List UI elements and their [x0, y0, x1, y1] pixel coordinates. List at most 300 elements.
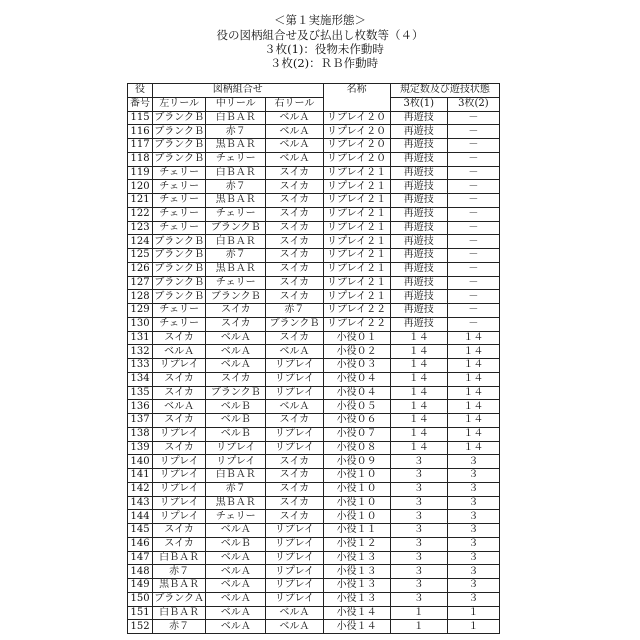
cell-name: リプレイ２０ [323, 125, 390, 139]
cell-payout-1: １ [390, 620, 447, 634]
header-middle-reel: 中リール [206, 97, 266, 111]
cell-payout-1: 再遊技 [390, 166, 447, 180]
cell-payout-1: 再遊技 [390, 207, 447, 221]
header-payout-1: 3枚(1) [390, 97, 447, 111]
cell-middle-reel: ベルＡ [206, 620, 266, 634]
cell-number: 128 [128, 290, 153, 304]
table-row [128, 139, 500, 153]
cell-left-reel: チェリー [153, 221, 206, 235]
cell-middle-reel: リプレイ [206, 455, 266, 469]
table-row [128, 359, 500, 373]
cell-number: 150 [128, 592, 153, 606]
cell-number: 137 [128, 414, 153, 428]
cell-middle-reel: チェリー [206, 510, 266, 524]
cell-payout-1: 再遊技 [390, 304, 447, 318]
cell-payout-2: １４ [447, 427, 499, 441]
cell-left-reel: 白ＢＡＲ [153, 606, 206, 620]
cell-payout-2: － [447, 125, 499, 139]
cell-right-reel: スイカ [266, 180, 323, 194]
cell-middle-reel: ベルＢ [206, 400, 266, 414]
cell-right-reel: スイカ [266, 207, 323, 221]
cell-name: リプレイ２１ [323, 207, 390, 221]
cell-name: リプレイ２１ [323, 249, 390, 263]
cell-payout-2: １４ [447, 441, 499, 455]
cell-number: 116 [128, 125, 153, 139]
cell-left-reel: チェリー [153, 180, 206, 194]
cell-name: 小役０７ [323, 427, 390, 441]
cell-payout-1: ３ [390, 592, 447, 606]
cell-payout-2: １４ [447, 386, 499, 400]
cell-middle-reel: ベルＡ [206, 359, 266, 373]
cell-name: 小役１０ [323, 510, 390, 524]
cell-name: リプレイ２１ [323, 194, 390, 208]
cell-middle-reel: リプレイ [206, 441, 266, 455]
cell-payout-2: ３ [447, 455, 499, 469]
header-payout: 規定数及び遊技状態 [390, 84, 499, 98]
cell-number: 145 [128, 524, 153, 538]
cell-middle-reel: 白ＢＡＲ [206, 469, 266, 483]
cell-left-reel: チェリー [153, 304, 206, 318]
cell-payout-1: １４ [390, 372, 447, 386]
cell-middle-reel: ベルＡ [206, 579, 266, 593]
cell-middle-reel: ベルＡ [206, 331, 266, 345]
cell-number: 134 [128, 372, 153, 386]
cell-left-reel: リプレイ [153, 359, 206, 373]
cell-payout-2: － [447, 111, 499, 125]
cell-payout-2: ３ [447, 482, 499, 496]
cell-name: リプレイ２０ [323, 139, 390, 153]
cell-payout-1: １４ [390, 331, 447, 345]
cell-payout-1: 再遊技 [390, 152, 447, 166]
cell-payout-2: ３ [447, 524, 499, 538]
cell-name: 小役１３ [323, 592, 390, 606]
cell-name: 小役１３ [323, 565, 390, 579]
table-row [128, 400, 500, 414]
cell-name: 小役１３ [323, 579, 390, 593]
cell-left-reel: リプレイ [153, 496, 206, 510]
cell-right-reel: リプレイ [266, 524, 323, 538]
cell-payout-2: １４ [447, 414, 499, 428]
note-payout-1: ３枚(1)：役物未作動時 [4, 43, 640, 56]
cell-left-reel: リプレイ [153, 482, 206, 496]
cell-name: リプレイ２１ [323, 166, 390, 180]
cell-payout-2: － [447, 235, 499, 249]
cell-payout-1: １４ [390, 386, 447, 400]
cell-number: 140 [128, 455, 153, 469]
table-row [128, 524, 500, 538]
cell-name: リプレイ２１ [323, 221, 390, 235]
cell-middle-reel: 赤７ [206, 482, 266, 496]
table-row [128, 372, 500, 386]
cell-payout-1: 再遊技 [390, 262, 447, 276]
table-row [128, 620, 500, 634]
cell-middle-reel: ベルＡ [206, 592, 266, 606]
cell-left-reel: ブランクＢ [153, 152, 206, 166]
cell-name: 小役１０ [323, 469, 390, 483]
cell-left-reel: ブランクＢ [153, 235, 206, 249]
cell-number: 132 [128, 345, 153, 359]
cell-left-reel: チェリー [153, 166, 206, 180]
cell-right-reel: リプレイ [266, 579, 323, 593]
cell-number: 148 [128, 565, 153, 579]
table-row [128, 414, 500, 428]
cell-left-reel: チェリー [153, 317, 206, 331]
cell-middle-reel: 白ＢＡＲ [206, 166, 266, 180]
cell-right-reel: ブランクＢ [266, 317, 323, 331]
cell-name: 小役０３ [323, 359, 390, 373]
cell-right-reel: スイカ [266, 221, 323, 235]
cell-right-reel: ベルＡ [266, 606, 323, 620]
cell-left-reel: 白ＢＡＲ [153, 551, 206, 565]
cell-name: 小役０４ [323, 372, 390, 386]
table-row [128, 510, 500, 524]
cell-middle-reel: スイカ [206, 317, 266, 331]
cell-payout-1: ３ [390, 482, 447, 496]
cell-payout-1: １４ [390, 359, 447, 373]
header-name: 名称 [323, 84, 390, 112]
cell-name: リプレイ２０ [323, 152, 390, 166]
cell-payout-2: １４ [447, 359, 499, 373]
cell-payout-2: － [447, 262, 499, 276]
cell-number: 127 [128, 276, 153, 290]
cell-right-reel: スイカ [266, 455, 323, 469]
cell-payout-1: １４ [390, 414, 447, 428]
cell-number: 118 [128, 152, 153, 166]
cell-payout-2: － [447, 317, 499, 331]
cell-payout-1: 再遊技 [390, 139, 447, 153]
cell-number: 149 [128, 579, 153, 593]
cell-number: 123 [128, 221, 153, 235]
cell-payout-2: － [447, 194, 499, 208]
cell-left-reel: ブランクＢ [153, 249, 206, 263]
cell-payout-2: ３ [447, 537, 499, 551]
cell-number: 121 [128, 194, 153, 208]
cell-left-reel: スイカ [153, 441, 206, 455]
cell-left-reel: リプレイ [153, 469, 206, 483]
table-row [128, 565, 500, 579]
cell-payout-2: － [447, 152, 499, 166]
table-row [128, 317, 500, 331]
cell-payout-1: １４ [390, 441, 447, 455]
cell-name: 小役０６ [323, 414, 390, 428]
cell-payout-2: － [447, 207, 499, 221]
cell-payout-2: － [447, 139, 499, 153]
table-row [128, 194, 500, 208]
cell-middle-reel: ベルＡ [206, 524, 266, 538]
cell-payout-1: １ [390, 606, 447, 620]
cell-middle-reel: スイカ [206, 304, 266, 318]
cell-right-reel: リプレイ [266, 372, 323, 386]
cell-number: 117 [128, 139, 153, 153]
cell-right-reel: 赤７ [266, 304, 323, 318]
cell-middle-reel: ベルＡ [206, 565, 266, 579]
cell-number: 125 [128, 249, 153, 263]
cell-name: 小役０８ [323, 441, 390, 455]
cell-middle-reel: チェリー [206, 207, 266, 221]
cell-name: 小役１４ [323, 620, 390, 634]
cell-left-reel: ブランクＢ [153, 111, 206, 125]
table-body [128, 111, 500, 634]
cell-name: リプレイ２２ [323, 317, 390, 331]
cell-name: 小役１０ [323, 496, 390, 510]
cell-right-reel: リプレイ [266, 537, 323, 551]
cell-payout-1: ３ [390, 469, 447, 483]
cell-left-reel: 赤７ [153, 620, 206, 634]
cell-middle-reel: ブランクＢ [206, 221, 266, 235]
cell-name: リプレイ２０ [323, 111, 390, 125]
cell-payout-1: 再遊技 [390, 125, 447, 139]
cell-left-reel: 赤７ [153, 565, 206, 579]
cell-number: 143 [128, 496, 153, 510]
cell-middle-reel: 黒ＢＡＲ [206, 262, 266, 276]
cell-payout-1: 再遊技 [390, 221, 447, 235]
cell-payout-1: ３ [390, 455, 447, 469]
cell-right-reel: スイカ [266, 194, 323, 208]
table-row [128, 235, 500, 249]
cell-number: 147 [128, 551, 153, 565]
cell-name: リプレイ２２ [323, 304, 390, 318]
cell-name: 小役０２ [323, 345, 390, 359]
cell-left-reel: ブランクＢ [153, 262, 206, 276]
cell-right-reel: スイカ [266, 414, 323, 428]
section-title: ＜第１実施形態＞ [0, 14, 640, 27]
table-row [128, 345, 500, 359]
table-row [128, 441, 500, 455]
cell-payout-1: ３ [390, 551, 447, 565]
cell-payout-2: １４ [447, 372, 499, 386]
cell-middle-reel: ベルＡ [206, 606, 266, 620]
cell-right-reel: スイカ [266, 249, 323, 263]
cell-middle-reel: ベルＡ [206, 345, 266, 359]
cell-payout-2: － [447, 180, 499, 194]
cell-middle-reel: 赤７ [206, 180, 266, 194]
cell-left-reel: スイカ [153, 537, 206, 551]
cell-middle-reel: ベルＢ [206, 537, 266, 551]
cell-number: 146 [128, 537, 153, 551]
cell-middle-reel: 黒ＢＡＲ [206, 194, 266, 208]
table-title: 役の図柄組合せ及び払出し枚数等（４） [0, 29, 640, 42]
cell-payout-1: ３ [390, 510, 447, 524]
table-row [128, 551, 500, 565]
cell-number: 124 [128, 235, 153, 249]
cell-middle-reel: スイカ [206, 372, 266, 386]
cell-left-reel: ブランクＢ [153, 125, 206, 139]
role-table [127, 83, 500, 634]
table-row [128, 262, 500, 276]
cell-name: 小役１１ [323, 524, 390, 538]
table-row [128, 290, 500, 304]
cell-right-reel: ベルＡ [266, 400, 323, 414]
cell-name: 小役１０ [323, 482, 390, 496]
cell-right-reel: リプレイ [266, 565, 323, 579]
cell-payout-2: １４ [447, 400, 499, 414]
cell-right-reel: リプレイ [266, 359, 323, 373]
cell-number: 122 [128, 207, 153, 221]
cell-payout-1: ３ [390, 565, 447, 579]
cell-payout-1: 再遊技 [390, 111, 447, 125]
header-left-reel: 左リール [153, 97, 206, 111]
table-row [128, 579, 500, 593]
cell-payout-2: － [447, 276, 499, 290]
table-row [128, 207, 500, 221]
cell-middle-reel: ブランクＢ [206, 290, 266, 304]
cell-right-reel: スイカ [266, 276, 323, 290]
cell-name: リプレイ２１ [323, 290, 390, 304]
cell-payout-1: 再遊技 [390, 317, 447, 331]
cell-name: 小役１３ [323, 551, 390, 565]
cell-payout-2: － [447, 166, 499, 180]
cell-payout-2: ３ [447, 579, 499, 593]
cell-payout-1: ３ [390, 579, 447, 593]
cell-name: リプレイ２１ [323, 235, 390, 249]
cell-name: 小役１４ [323, 606, 390, 620]
table-row [128, 331, 500, 345]
table-row [128, 276, 500, 290]
cell-middle-reel: ベルＢ [206, 427, 266, 441]
cell-left-reel: 黒ＢＡＲ [153, 579, 206, 593]
table-row [128, 152, 500, 166]
cell-payout-2: １４ [447, 331, 499, 345]
cell-payout-1: ３ [390, 496, 447, 510]
cell-number: 120 [128, 180, 153, 194]
cell-number: 133 [128, 359, 153, 373]
cell-right-reel: スイカ [266, 482, 323, 496]
cell-number: 129 [128, 304, 153, 318]
header-payout-2: 3枚(2) [447, 97, 499, 111]
cell-payout-2: ３ [447, 592, 499, 606]
cell-right-reel: スイカ [266, 235, 323, 249]
cell-left-reel: リプレイ [153, 455, 206, 469]
cell-right-reel: ベルＡ [266, 620, 323, 634]
table-row [128, 496, 500, 510]
cell-middle-reel: 白ＢＡＲ [206, 111, 266, 125]
cell-number: 115 [128, 111, 153, 125]
cell-middle-reel: チェリー [206, 152, 266, 166]
cell-payout-2: － [447, 221, 499, 235]
table-row [128, 125, 500, 139]
cell-name: リプレイ２１ [323, 262, 390, 276]
cell-right-reel: リプレイ [266, 592, 323, 606]
cell-left-reel: リプレイ [153, 510, 206, 524]
cell-payout-1: 再遊技 [390, 180, 447, 194]
cell-middle-reel: 赤７ [206, 125, 266, 139]
cell-name: 小役１２ [323, 537, 390, 551]
cell-payout-2: ３ [447, 551, 499, 565]
cell-payout-1: １４ [390, 345, 447, 359]
cell-payout-2: ３ [447, 510, 499, 524]
table-row [128, 537, 500, 551]
table-row [128, 111, 500, 125]
cell-right-reel: スイカ [266, 262, 323, 276]
table-row [128, 482, 500, 496]
cell-right-reel: リプレイ [266, 551, 323, 565]
cell-payout-1: ３ [390, 537, 447, 551]
cell-left-reel: ブランクＢ [153, 276, 206, 290]
cell-right-reel: スイカ [266, 510, 323, 524]
cell-number: 119 [128, 166, 153, 180]
cell-middle-reel: ベルＡ [206, 551, 266, 565]
cell-right-reel: ベルＡ [266, 345, 323, 359]
cell-payout-1: １４ [390, 427, 447, 441]
table-row [128, 180, 500, 194]
table-row [128, 469, 500, 483]
table-row [128, 455, 500, 469]
cell-payout-2: － [447, 249, 499, 263]
cell-payout-2: １ [447, 606, 499, 620]
cell-payout-1: 再遊技 [390, 194, 447, 208]
cell-name: 小役０１ [323, 331, 390, 345]
cell-payout-1: 再遊技 [390, 276, 447, 290]
cell-number: 135 [128, 386, 153, 400]
table-row [128, 304, 500, 318]
cell-payout-2: ３ [447, 496, 499, 510]
header-combo: 図柄組合せ [153, 84, 323, 98]
table-row [128, 249, 500, 263]
cell-number: 138 [128, 427, 153, 441]
cell-left-reel: スイカ [153, 386, 206, 400]
cell-name: リプレイ２１ [323, 276, 390, 290]
cell-payout-1: １４ [390, 400, 447, 414]
cell-number: 152 [128, 620, 153, 634]
table-row [128, 166, 500, 180]
cell-right-reel: スイカ [266, 331, 323, 345]
note-payout-2: ３枚(2)：ＲＢ作動時 [4, 57, 640, 70]
cell-middle-reel: 赤７ [206, 249, 266, 263]
cell-number: 136 [128, 400, 153, 414]
cell-number: 142 [128, 482, 153, 496]
cell-left-reel: ブランクＡ [153, 592, 206, 606]
cell-left-reel: ベルＡ [153, 400, 206, 414]
cell-payout-2: － [447, 290, 499, 304]
cell-payout-1: 再遊技 [390, 249, 447, 263]
cell-right-reel: リプレイ [266, 441, 323, 455]
cell-middle-reel: 黒ＢＡＲ [206, 139, 266, 153]
cell-right-reel: スイカ [266, 469, 323, 483]
cell-left-reel: ブランクＢ [153, 139, 206, 153]
cell-middle-reel: 白ＢＡＲ [206, 235, 266, 249]
cell-left-reel: ベルＡ [153, 345, 206, 359]
cell-number: 141 [128, 469, 153, 483]
cell-middle-reel: ベルＢ [206, 414, 266, 428]
cell-right-reel: ベルＡ [266, 125, 323, 139]
header-role-number: 番号 [128, 97, 153, 111]
cell-middle-reel: 黒ＢＡＲ [206, 496, 266, 510]
table-row [128, 592, 500, 606]
cell-middle-reel: ブランクＢ [206, 386, 266, 400]
cell-right-reel: リプレイ [266, 386, 323, 400]
cell-right-reel: スイカ [266, 496, 323, 510]
cell-left-reel: リプレイ [153, 427, 206, 441]
cell-right-reel: ベルＡ [266, 152, 323, 166]
cell-left-reel: スイカ [153, 414, 206, 428]
cell-right-reel: リプレイ [266, 427, 323, 441]
cell-payout-2: １４ [447, 345, 499, 359]
cell-name: リプレイ２１ [323, 180, 390, 194]
cell-number: 130 [128, 317, 153, 331]
cell-number: 126 [128, 262, 153, 276]
cell-payout-2: ３ [447, 565, 499, 579]
cell-right-reel: スイカ [266, 166, 323, 180]
cell-payout-1: ３ [390, 524, 447, 538]
header-role: 役 [128, 84, 153, 98]
cell-number: 139 [128, 441, 153, 455]
cell-number: 151 [128, 606, 153, 620]
cell-left-reel: スイカ [153, 524, 206, 538]
cell-left-reel: チェリー [153, 194, 206, 208]
cell-left-reel: スイカ [153, 372, 206, 386]
table-row [128, 427, 500, 441]
table-row [128, 606, 500, 620]
